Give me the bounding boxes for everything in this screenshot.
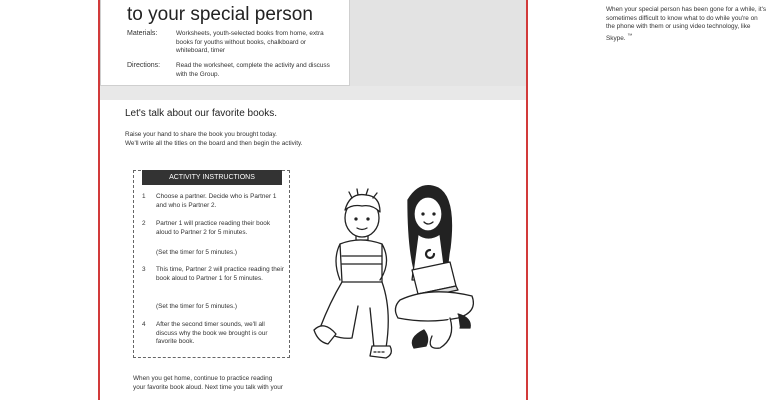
boy-shoe-right [370,346,391,358]
step-text: Partner 1 will practice reading their book aloud to Partner 2 for 5 minutes. [156,220,271,236]
trademark-mark: ™ [627,32,633,39]
intro-text [125,130,385,148]
step-number: 3 [142,266,146,273]
closing-line: When you get home, continue to practice reading [133,375,273,382]
closing-text [133,374,303,392]
materials-text: Worksheets, youth-selected books from home, extra books for youths without books, chalkboard or whiteboard, timer [176,30,324,54]
worksheet-page [98,0,766,400]
header-note-text: When your special person has been gone for a while, it's sometimes difficult to know what to do while you're on the phone with them or using video technology, like Skype. [606,6,766,42]
materials-label: Materials: [127,30,158,37]
kids-reading-illustration [300,178,480,378]
header-note [606,6,766,43]
girl-shoe [412,330,427,348]
step-text: This time, Partner 2 will practice reading their book aloud to Partner 1 for 5 minutes. [156,266,284,282]
activity-header: ACTIVITY INSTRUCTIONS [142,170,282,185]
header-info-panel [100,0,350,86]
timer-note: (Set the timer for 5 minutes.) [156,249,237,256]
step-number: 1 [142,193,146,200]
intro-line: Raise your hand to share the book you brought today. [125,131,277,138]
step-number: 4 [142,321,146,328]
step-number: 2 [142,220,146,227]
girl-face [414,197,442,231]
boy-shirt [340,240,382,282]
header-note-panel [350,0,766,86]
step-text: After the second timer sounds, we'll all discuss why the book we brought is our favorite book. [156,321,268,345]
intro-line: We'll write all the titles on the board and then begin the activity. [125,140,303,147]
directions-label: Directions: [127,62,161,69]
directions-text: Read the worksheet, complete the activity and discuss with the Group. [176,62,330,78]
step-text: Choose a partner. Decide who is Partner 1 and who is Partner 2. [156,193,277,209]
closing-line: your favorite book aloud. Next time you talk with your [133,384,283,391]
page-title: to your special person [127,4,313,25]
section-heading: Let's talk about our favorite books. [125,108,277,119]
timer-note: (Set the timer for 5 minutes.) [156,303,237,310]
header-divider-band [100,86,526,100]
activity-instructions-box [133,170,290,358]
